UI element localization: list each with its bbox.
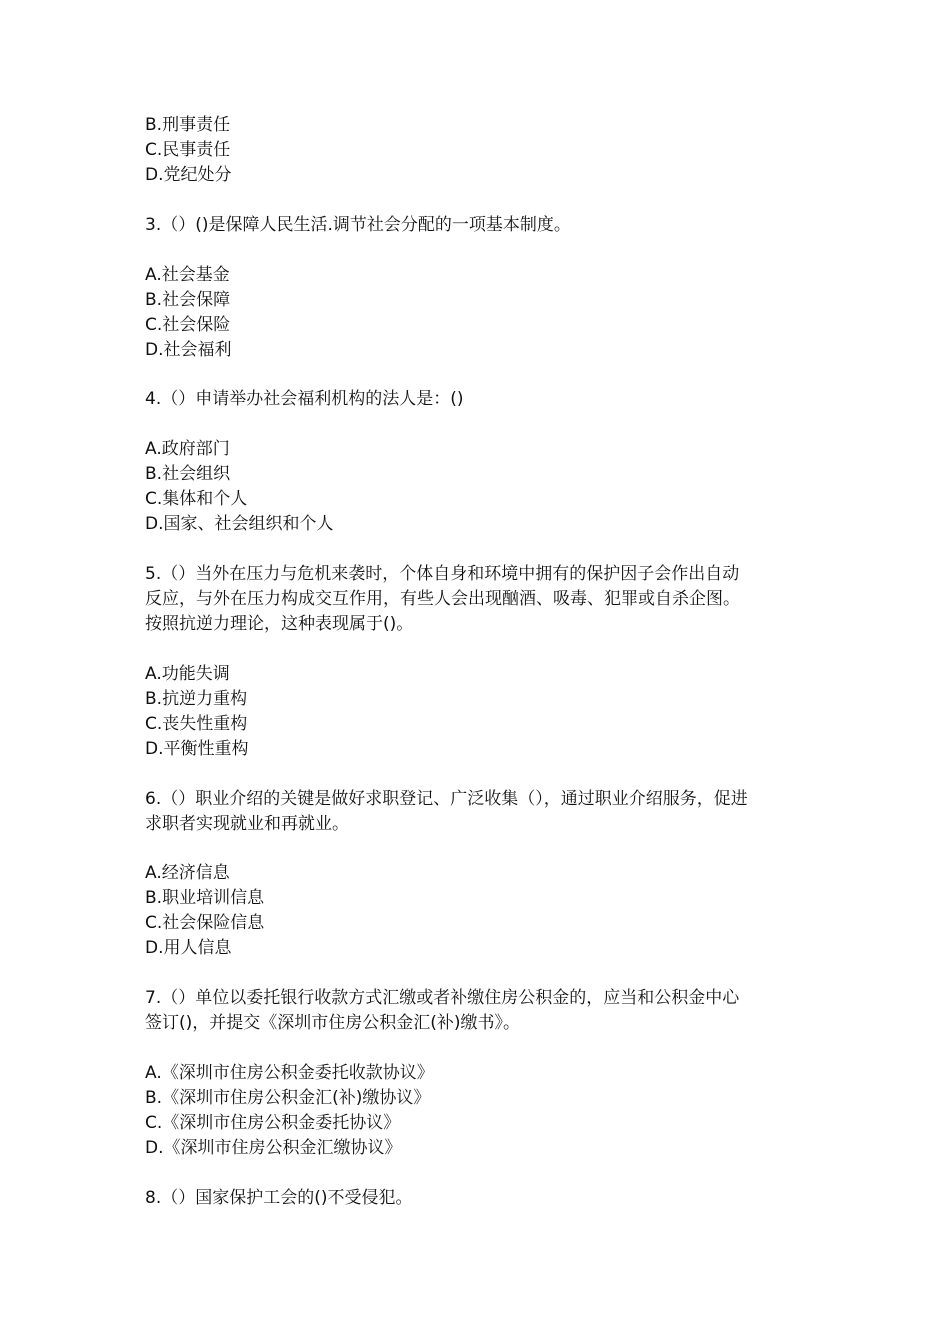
question-text: 反应，与外在压力构成交互作用，有些人会出现酗酒、吸毒、犯罪或自杀企图。: [145, 588, 740, 609]
option-d: D.《深圳市住房公积金汇缴协议》: [145, 1137, 402, 1158]
option-b: B.《深圳市住房公积金汇(补)缴协议》: [145, 1087, 431, 1108]
option-d: D.平衡性重构: [145, 738, 249, 759]
option-d: D.国家、社会组织和个人: [145, 514, 334, 535]
question-text: 签订()，并提交《深圳市住房公积金汇(补)缴书》。: [145, 1013, 521, 1034]
document-page: [145, 113, 825, 1211]
question-8: [145, 1186, 825, 1211]
question-4: [145, 387, 825, 537]
option-c: C.社会保险信息: [145, 913, 265, 934]
option-c: C.丧失性重构: [145, 713, 248, 734]
question-text: 4.（）申请举办社会福利机构的法人是：(): [145, 389, 464, 410]
option-c: C.社会保险: [145, 314, 231, 335]
question-3: [145, 213, 825, 363]
option-d: D.用人信息: [145, 938, 232, 959]
option-a: A.政府部门: [145, 439, 230, 460]
option-c: C.民事责任: [145, 140, 231, 160]
option-b: B.职业培训信息: [145, 888, 265, 909]
option-d: D.党纪处分: [145, 165, 232, 185]
question-text: 求职者实现就业和再就业。: [145, 813, 349, 834]
option-b: B.抗逆力重构: [145, 688, 248, 709]
option-c: C.集体和个人: [145, 489, 248, 510]
question-text: 3.（）()是保障人民生活.调节社会分配的一项基本制度。: [145, 214, 571, 235]
question-text: 7.（）单位以委托银行收款方式汇缴或者补缴住房公积金的，应当和公积金中心: [145, 988, 740, 1009]
question-5: [145, 562, 825, 762]
leading-options: [145, 113, 825, 188]
question-6: [145, 787, 825, 962]
question-text: 6.（）职业介绍的关键是做好求职登记、广泛收集（），通过职业介绍服务，促进: [145, 788, 748, 809]
option-c: C.《深圳市住房公积金委托协议》: [145, 1112, 401, 1133]
question-text: 5.（）当外在压力与危机来袭时，个体自身和环境中拥有的保护因子会作出自动: [145, 563, 740, 584]
option-a: A.《深圳市住房公积金委托收款协议》: [145, 1062, 434, 1083]
question-text: 按照抗逆力理论，这种表现属于()。: [145, 613, 414, 634]
option-a: A.功能失调: [145, 663, 230, 684]
option-d: D.社会福利: [145, 339, 232, 360]
option-b: B.刑事责任: [145, 115, 231, 135]
question-text: 8.（）国家保护工会的()不受侵犯。: [145, 1187, 413, 1208]
question-7: [145, 986, 825, 1161]
option-a: A.社会基金: [145, 264, 230, 285]
option-a: A.经济信息: [145, 863, 230, 884]
option-b: B.社会保障: [145, 289, 231, 310]
option-b: B.社会组织: [145, 464, 231, 485]
